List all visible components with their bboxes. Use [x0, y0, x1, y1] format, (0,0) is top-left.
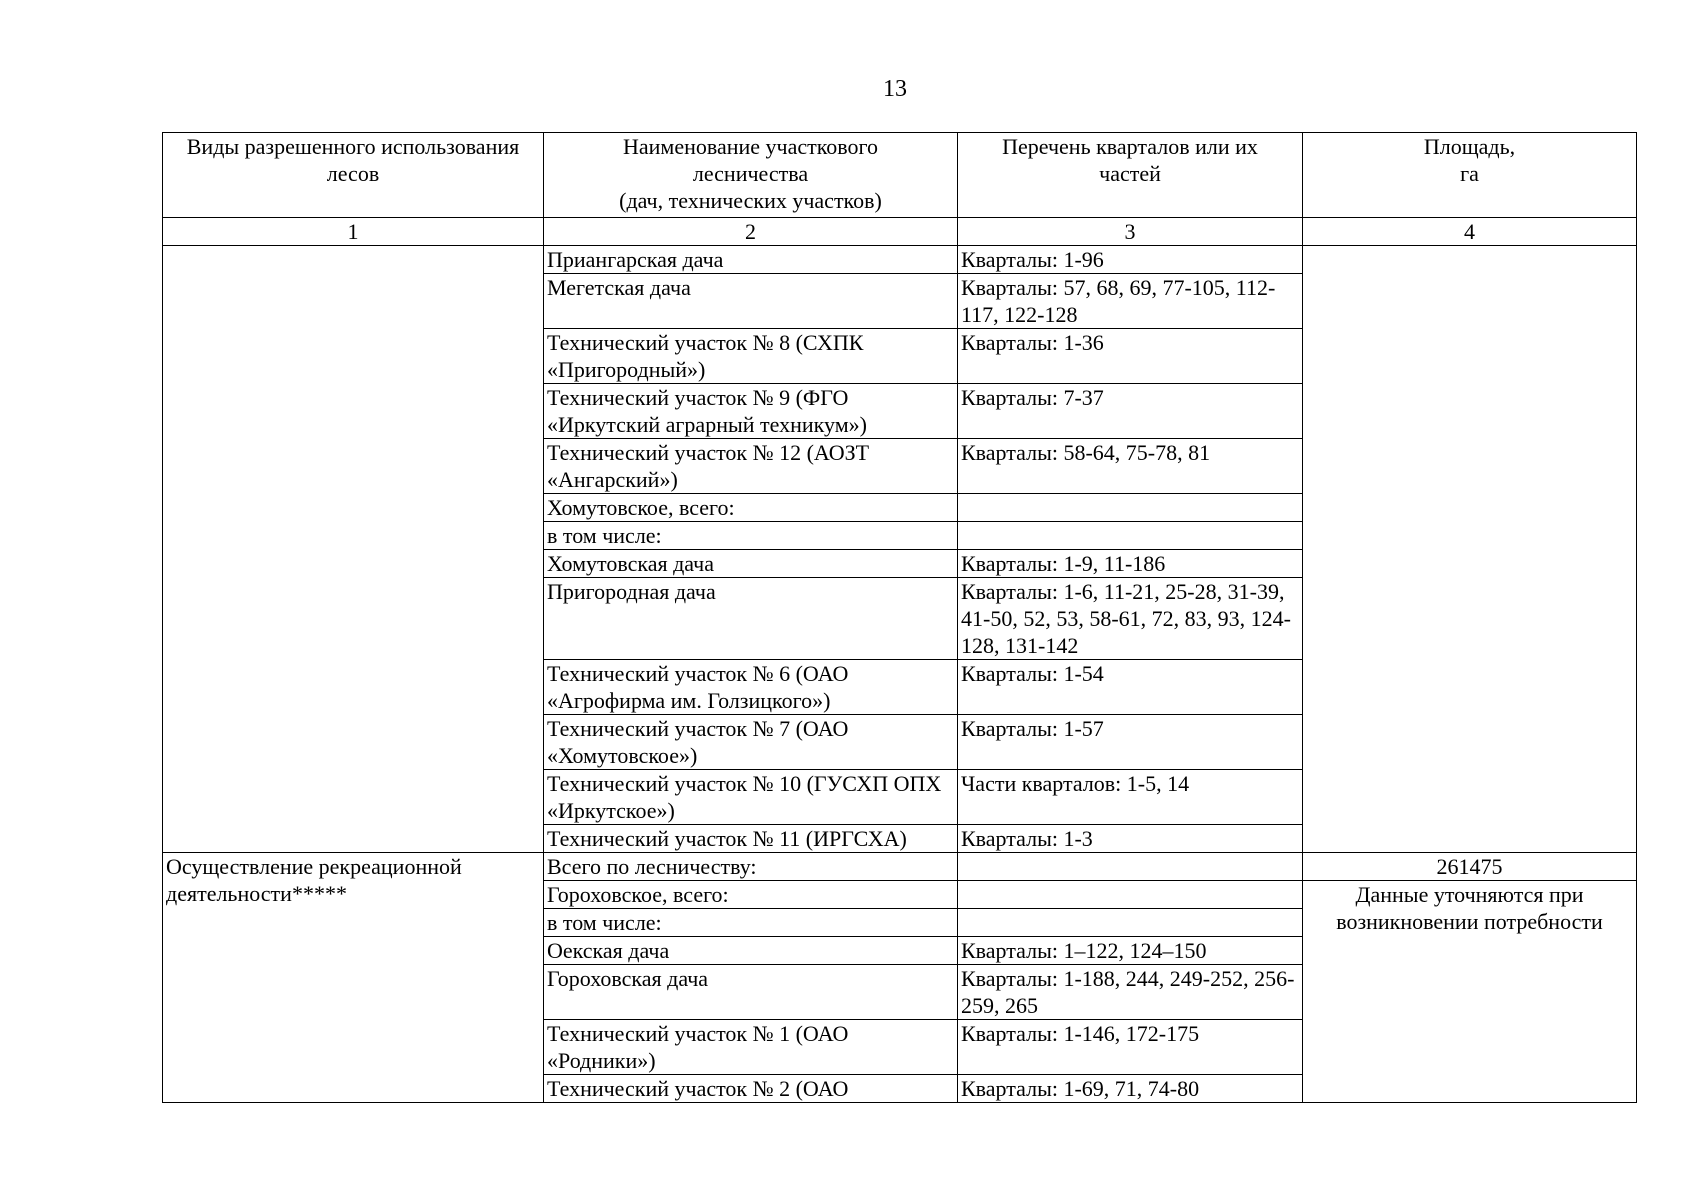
quarters-cell: Части кварталов: 1-5, 14 [958, 770, 1303, 825]
forestry-name-cell: Технический участок № 11 (ИРГСХА) [544, 825, 958, 853]
forestry-name-cell: Гороховская дача [544, 965, 958, 1020]
header-use-type-line2: лесов [326, 161, 380, 186]
quarters-cell [958, 853, 1303, 881]
quarters-cell [958, 494, 1303, 522]
quarters-cell [958, 881, 1303, 909]
forestry-name-cell: Технический участок № 8 (СХПК «Пригородный») [544, 329, 958, 384]
forestry-name-cell: Технический участок № 7 (ОАО «Хомутовское») [544, 715, 958, 770]
header-quarters-list [958, 133, 1303, 218]
quarters-cell: Кварталы: 1-146, 172-175 [958, 1020, 1303, 1075]
quarters-cell: Кварталы: 1-36 [958, 329, 1303, 384]
quarters-cell: Кварталы: 1-69, 71, 74-80 [958, 1075, 1303, 1103]
total-area-cell: 261475 [1303, 853, 1637, 881]
use-type-cell: Осуществление рекреационной деятельности***** [163, 853, 544, 1103]
quarters-cell: Кварталы: 58-64, 75-78, 81 [958, 439, 1303, 494]
forestry-name-cell: Технический участок № 6 (ОАО «Агрофирма им. Голзицкого») [544, 660, 958, 715]
forestry-name-cell: Технический участок № 12 (АОЗТ «Ангарский») [544, 439, 958, 494]
forestry-name-cell: Приангарская дача [544, 246, 958, 274]
header-use-type [163, 133, 544, 218]
header-forestry-name-line1: Наименование участкового [622, 134, 879, 159]
header-area-line2: га [1460, 161, 1479, 186]
column-number-1: 1 [163, 218, 544, 246]
quarters-cell: Кварталы: 1-3 [958, 825, 1303, 853]
quarters-cell: Кварталы: 1-54 [958, 660, 1303, 715]
header-use-type-line1: Виды разрешенного использования [186, 134, 520, 159]
header-forestry-name [544, 133, 958, 218]
forestry-name-cell: Хомутовская дача [544, 550, 958, 578]
column-number-row [163, 218, 1637, 246]
header-quarters-line2: частей [1099, 161, 1161, 186]
header-forestry-name-line2: лесничества [692, 161, 809, 186]
area-note-cell: Данные уточняются при возникновении потребности [1303, 881, 1637, 1103]
header-quarters-line1: Перечень кварталов или их [1002, 134, 1258, 159]
quarters-cell [958, 909, 1303, 937]
header-area [1303, 133, 1637, 218]
quarters-cell: Кварталы: 7-37 [958, 384, 1303, 439]
forestry-name-cell: Технический участок № 9 (ФГО «Иркутский аграрный техникум») [544, 384, 958, 439]
quarters-cell: Кварталы: 1-57 [958, 715, 1303, 770]
forestry-name-cell: Пригородная дача [544, 578, 958, 660]
quarters-cell: Кварталы: 1-96 [958, 246, 1303, 274]
table-row [163, 246, 1637, 274]
table-row [163, 853, 1637, 881]
column-number-3: 3 [958, 218, 1303, 246]
header-area-line1: Площадь, [1423, 134, 1516, 159]
column-number-2: 2 [544, 218, 958, 246]
forestry-name-cell: Технический участок № 2 (ОАО [544, 1075, 958, 1103]
forestry-name-cell: Оекская дача [544, 937, 958, 965]
forestry-name-cell: Технический участок № 1 (ОАО «Родники») [544, 1020, 958, 1075]
use-type-cell-continued [163, 246, 544, 853]
area-cell-continued [1303, 246, 1637, 853]
quarters-cell: Кварталы: 1-188, 244, 249-252, 256-259, 265 [958, 965, 1303, 1020]
quarters-cell: Кварталы: 1-9, 11-186 [958, 550, 1303, 578]
page-number: 13 [883, 76, 907, 102]
forest-use-table [162, 132, 1637, 1103]
forestry-name-cell: Мегетская дача [544, 274, 958, 329]
forestry-name-cell: в том числе: [544, 522, 958, 550]
forestry-name-cell: Всего по лесничеству: [544, 853, 958, 881]
forestry-name-cell: Гороховское, всего: [544, 881, 958, 909]
forestry-name-cell: Хомутовское, всего: [544, 494, 958, 522]
forestry-name-cell: в том числе: [544, 909, 958, 937]
quarters-cell: Кварталы: 57, 68, 69, 77-105, 112-117, 122-128 [958, 274, 1303, 329]
column-number-4: 4 [1303, 218, 1637, 246]
header-row [163, 133, 1637, 218]
quarters-cell: Кварталы: 1-6, 11-21, 25-28, 31-39, 41-50, 52, 53, 58-61, 72, 83, 93, 124-128, 131-142 [958, 578, 1303, 660]
forestry-name-cell: Технический участок № 10 (ГУСХП ОПХ «Иркутское») [544, 770, 958, 825]
header-forestry-name-line3: (дач, технических участков) [619, 188, 882, 213]
quarters-cell: Кварталы: 1–122, 124–150 [958, 937, 1303, 965]
quarters-cell [958, 522, 1303, 550]
